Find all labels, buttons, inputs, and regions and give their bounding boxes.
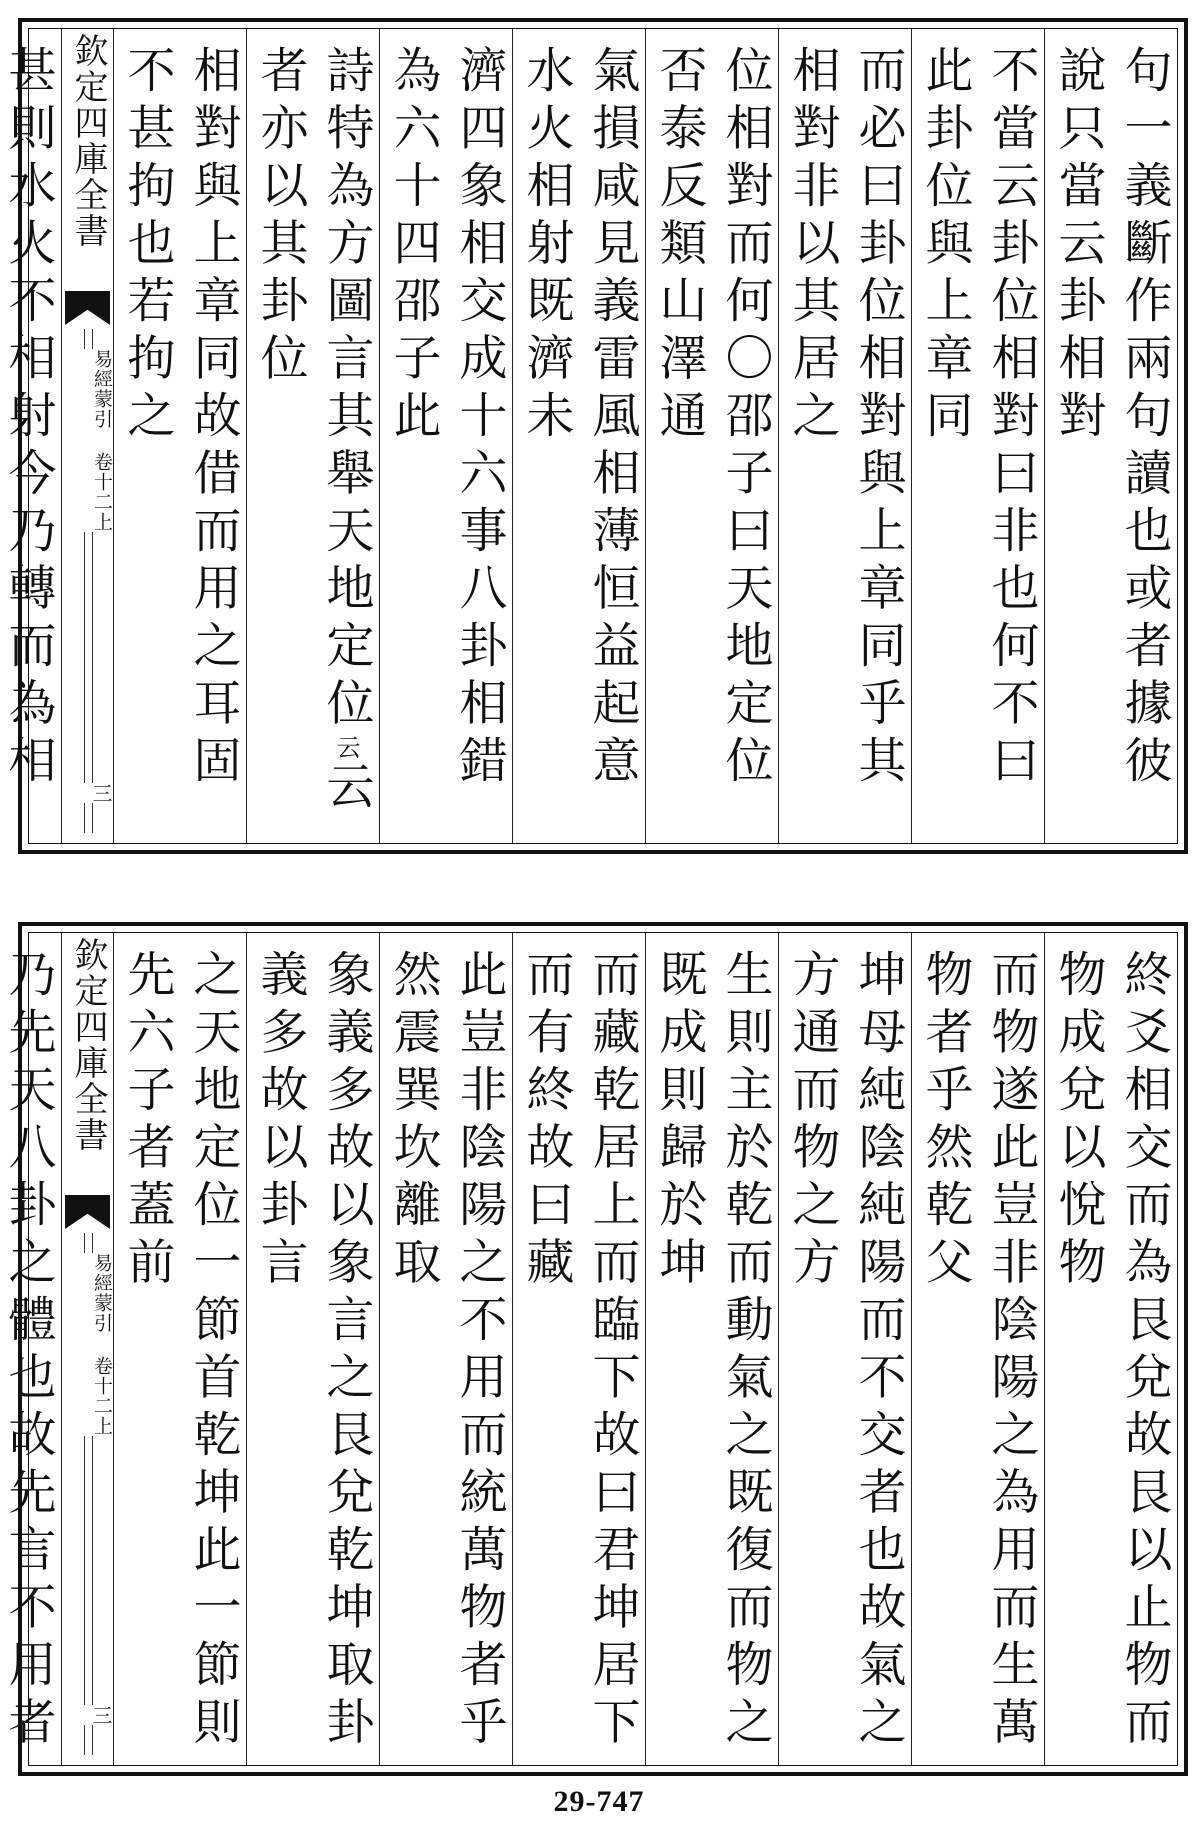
center-gutter bbox=[61, 29, 113, 843]
small-annotation: 云 bbox=[332, 735, 360, 761]
column-text: 云者亦以其卦位 bbox=[252, 45, 374, 819]
text-column: 句一義斷作兩句讀也或者據彼說只當云卦相對 bbox=[1044, 29, 1177, 843]
text-column: 終爻相交而為艮兌故艮以止物而物成兌以悅物 bbox=[1044, 933, 1177, 1765]
text-column: 而必曰卦位相對與上章同乎其相對非以其居之 bbox=[778, 29, 911, 843]
text-column bbox=[246, 29, 379, 843]
column-text: 詩特為方圖言其舉天地定位 bbox=[318, 45, 374, 735]
text-column: 氣損咸見義雷風相薄恒益起意水火相射既濟未 bbox=[512, 29, 645, 843]
text-column: 之天地定位一節首乾坤此一節則先六子者蓋前 bbox=[113, 933, 246, 1765]
top-column-frame bbox=[0, 28, 1178, 844]
text-column: 坤母純陰純陽而不交者也故氣之方通而物之方 bbox=[778, 933, 911, 1765]
page-number: 29-747 bbox=[553, 1785, 645, 1818]
text-column: 位相對而何〇邵子曰天地定位否泰反類山澤通 bbox=[645, 29, 778, 843]
top-half-page bbox=[0, 18, 1188, 854]
volume-label: 易經蒙引 卷十二上 bbox=[62, 349, 113, 532]
text-column: 濟四象相交成十六事八卦相錯為六十四邵子此 bbox=[379, 29, 512, 843]
fishtail-mark bbox=[65, 291, 110, 325]
text-column: 而藏乾居上而臨下故曰君坤居下而有終故曰藏 bbox=[512, 933, 645, 1765]
leaf-number: 三 bbox=[62, 1705, 113, 1725]
bottom-column-frame bbox=[0, 932, 1178, 1766]
volume-label: 易經蒙引 卷十二上 bbox=[62, 1253, 113, 1436]
fishtail-mark bbox=[65, 1195, 110, 1229]
text-column: 而物遂此豈非陰陽之為用而生萬物者乎然乾父 bbox=[911, 933, 1044, 1765]
book-title: 欽定四庫全書 bbox=[68, 33, 108, 249]
text-column: 相對與上章同故借而用之耳固不甚拘也若拘之 bbox=[113, 29, 246, 843]
text-column: 不當云卦位相對曰非也何不曰此卦位與上章同 bbox=[911, 29, 1044, 843]
text-column: 甚則水火不相射今乃轉而為相 bbox=[0, 29, 61, 843]
text-column: 象義多故以象言之艮兌乾坤取卦義多故以卦言 bbox=[246, 933, 379, 1765]
book-title: 欽定四庫全書 bbox=[68, 937, 108, 1153]
text-column: 此豈非陰陽之不用而統萬物者乎然震巽坎離取 bbox=[379, 933, 512, 1765]
bottom-half-page bbox=[0, 922, 1188, 1776]
leaf-number: 三 bbox=[62, 783, 113, 803]
center-gutter bbox=[61, 933, 113, 1765]
text-column: 乃先天八卦之體也故先言不用者 bbox=[0, 933, 61, 1765]
text-column: 生則主於乾而動氣之既復而物之既成則歸於坤 bbox=[645, 933, 778, 1765]
